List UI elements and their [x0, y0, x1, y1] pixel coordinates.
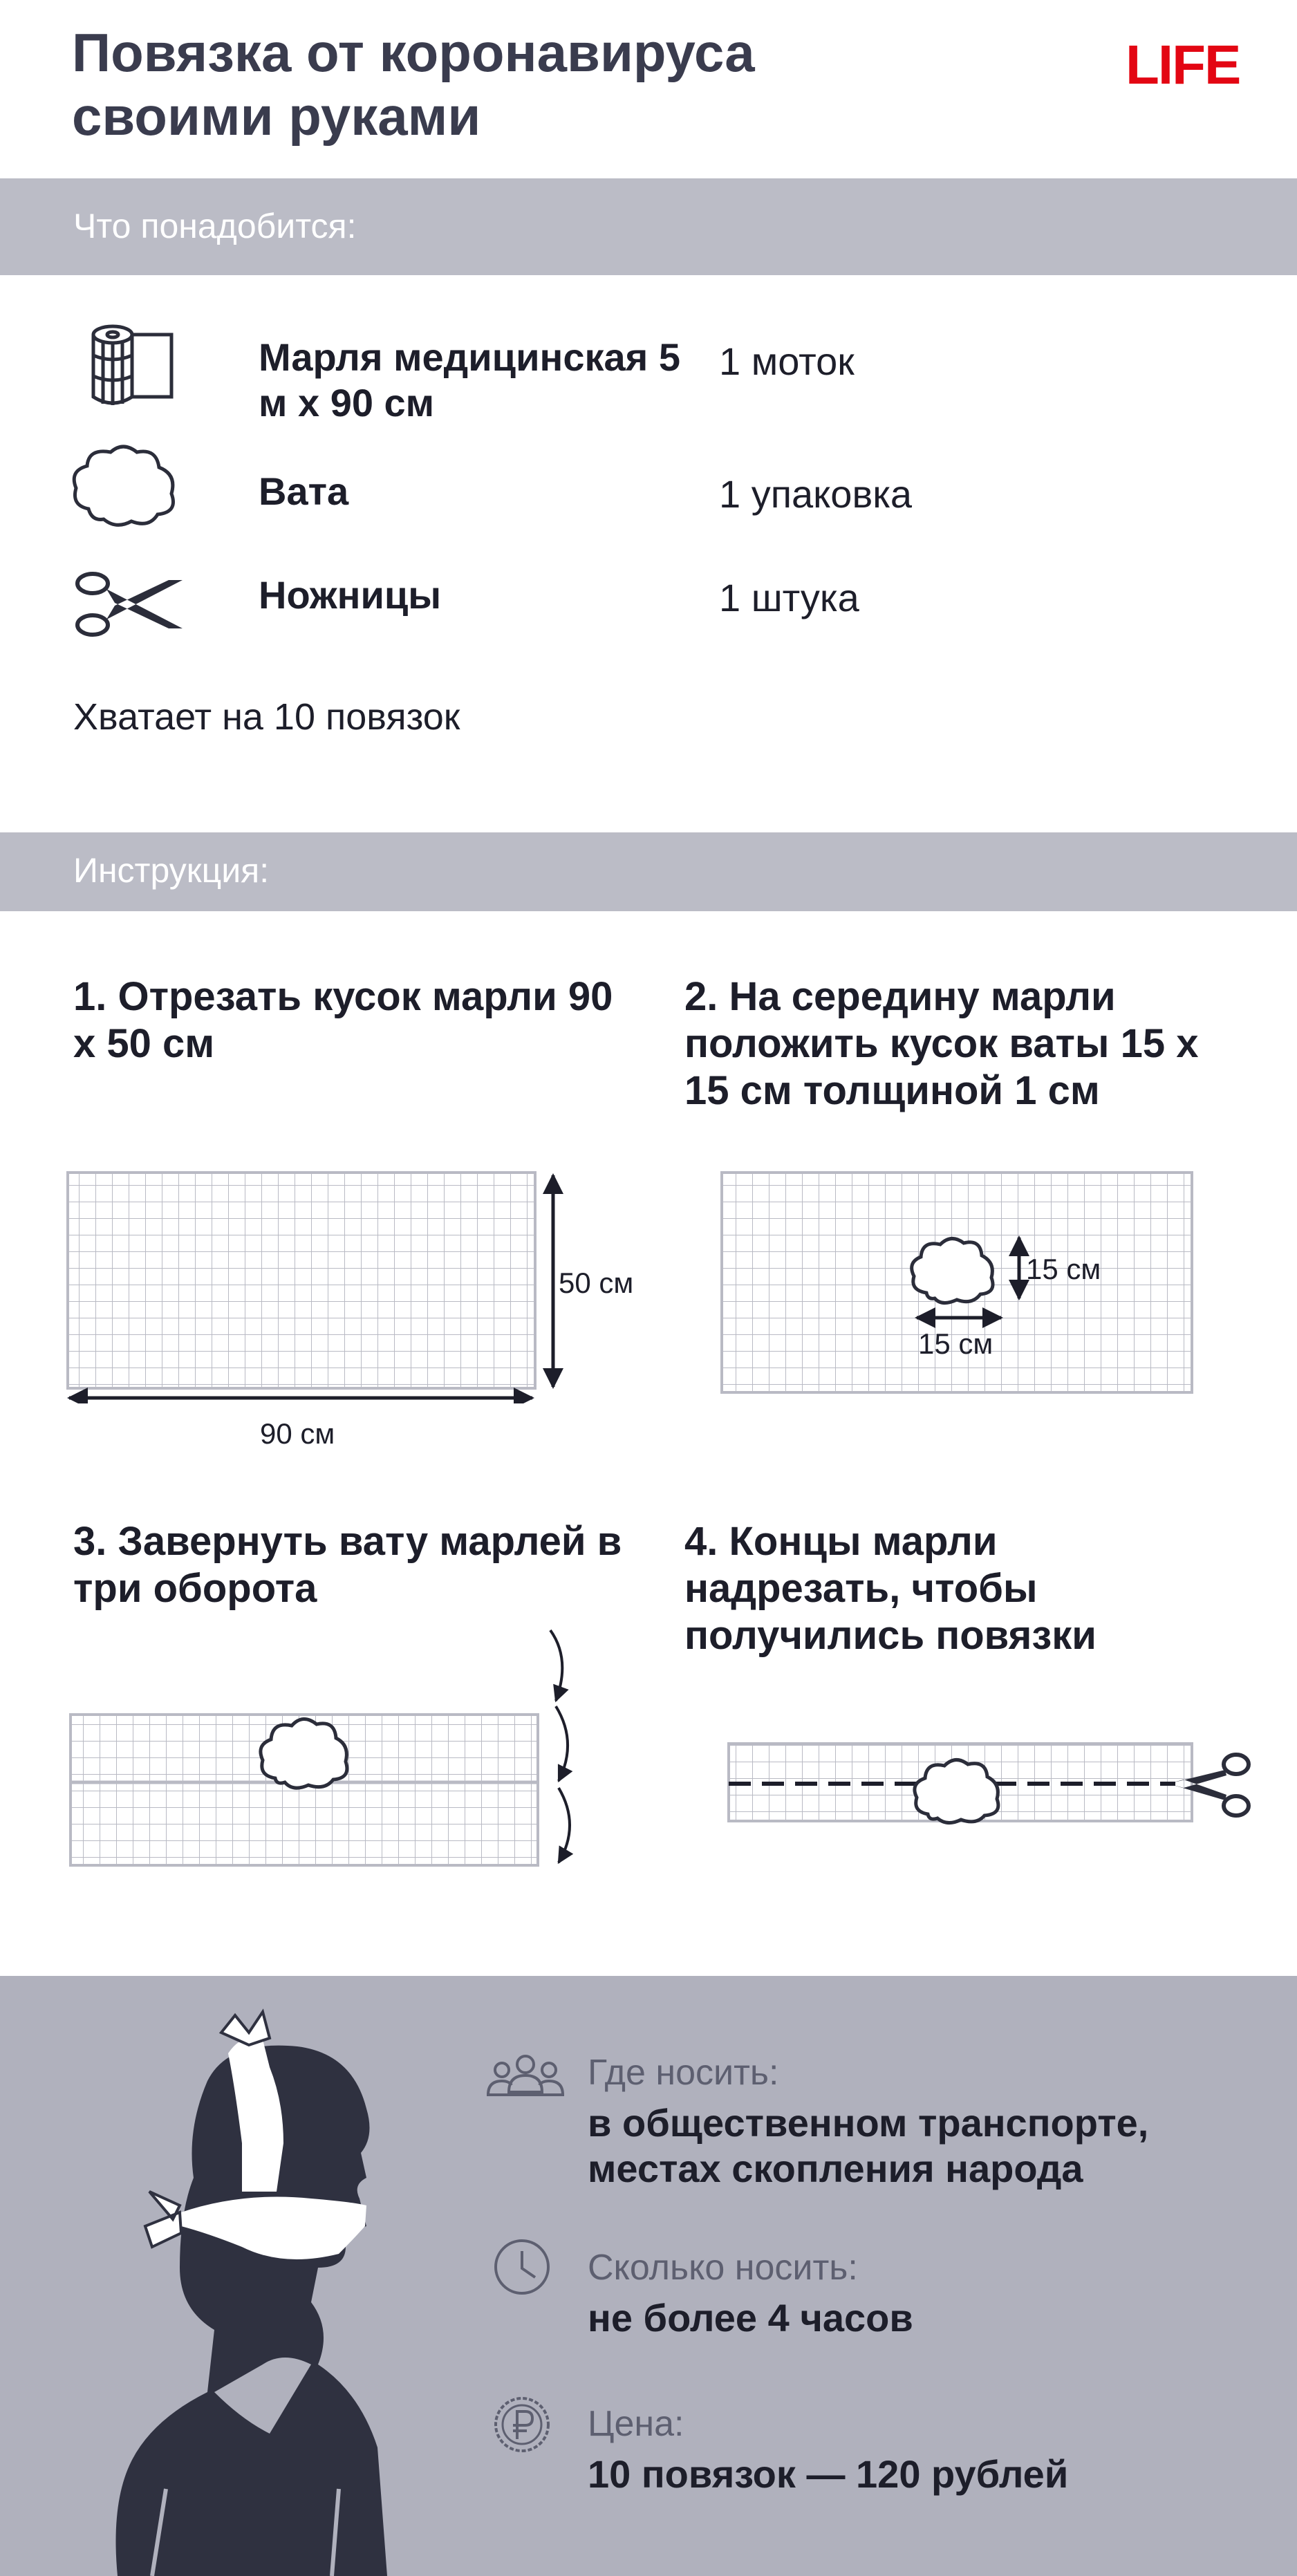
- step-3-diagram: [66, 1625, 592, 1874]
- info-duration-label: Сколько носить:: [588, 2248, 858, 2288]
- cotton-icon: [68, 440, 185, 530]
- step-1-text: 1. Отрезать кусок марли 90 х 50 см: [73, 974, 613, 1066]
- step-1-diagram: [62, 1168, 588, 1403]
- step-4-text: 4. Концы марли надрезать, чтобы получились повязки: [684, 1519, 1097, 1658]
- dim-width-label: 90 см: [260, 1417, 335, 1450]
- info-duration-value: не более 4 часов: [588, 2296, 913, 2340]
- material-qty-scissors: 1 штука: [719, 576, 859, 619]
- materials-note: Хватает на 10 повязок: [73, 696, 460, 738]
- instructions-heading: Инструкция:: [73, 851, 270, 890]
- material-name-scissors: Ножницы: [259, 573, 442, 617]
- info-price-label: Цена:: [588, 2404, 684, 2444]
- materials-heading: Что понадобится:: [73, 207, 357, 245]
- step-3-text: 3. Завернуть вату марлей в три оборота: [73, 1519, 622, 1611]
- ruble-icon: [492, 2395, 552, 2454]
- material-name-gauze: Марля медицинская 5 м x 90 см: [259, 335, 681, 424]
- scissors-icon: [72, 563, 189, 646]
- clock-icon: [492, 2237, 552, 2297]
- masked-person-illustration: [104, 2005, 394, 2576]
- brand-logo: LIFE: [1126, 34, 1240, 95]
- step-2-text: 2. На середину марли положить кусок ваты 15 х 15 см толщиной 1 см: [684, 974, 1199, 1113]
- info-price-value: 10 повязок — 120 рублей: [588, 2452, 1069, 2496]
- material-name-cotton: Вата: [259, 469, 349, 513]
- step-4-diagram: [719, 1728, 1258, 1832]
- dim-height-label: 50 см: [559, 1267, 634, 1299]
- info-where-label: Где носить:: [588, 2053, 779, 2093]
- material-qty-gauze: 1 моток: [719, 339, 855, 383]
- dim-cotton-width-label: 15 см: [918, 1327, 993, 1360]
- info-where-value: в общественном транспорте, местах скопления народа: [588, 2101, 1149, 2190]
- step-2-diagram: [719, 1168, 1203, 1397]
- gauze-roll-icon: [82, 319, 178, 416]
- dim-cotton-height-label: 15 см: [1026, 1253, 1101, 1285]
- page-title: Повязка от коронавируса своими руками: [72, 22, 755, 147]
- material-qty-cotton: 1 упаковка: [719, 472, 913, 516]
- people-icon: [484, 2049, 567, 2104]
